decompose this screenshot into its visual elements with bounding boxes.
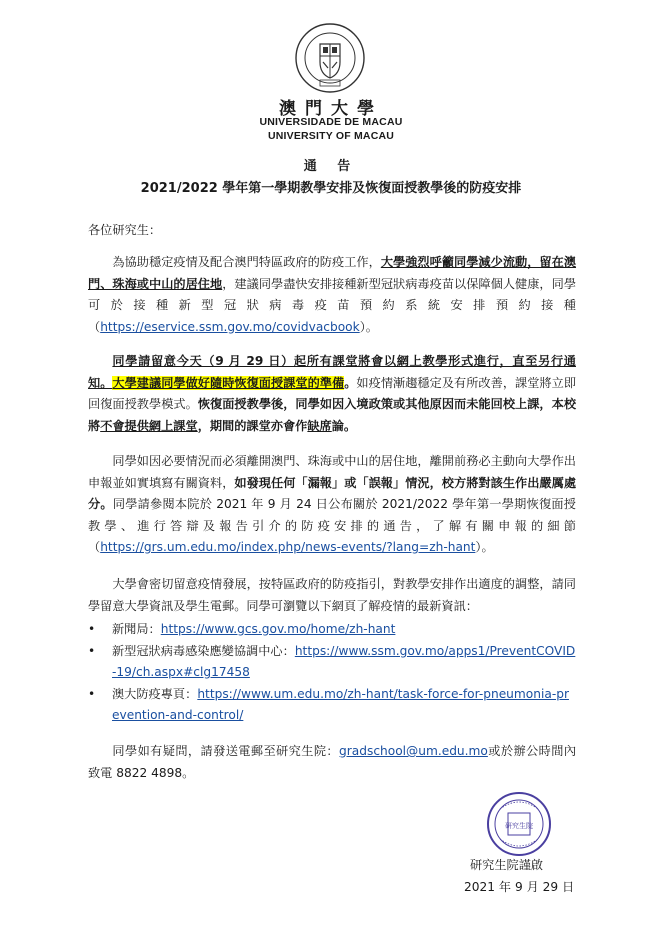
signature-block bbox=[464, 854, 575, 898]
p5-text-2: 或於辦公時間內致電 8822 4898。 bbox=[88, 744, 577, 780]
signature: 研究生院謹啟 bbox=[470, 858, 544, 872]
p1-text-1: 為協助穩定疫情及配合澳門特區政府的防疫工作， bbox=[112, 255, 381, 269]
p1-text-2: ，建議同學盡快安排接種新型冠狀病毒疫苗以保障個人健康，同學可於接種新型冠狀病毒疫苗預約系統安排預約接種（ bbox=[88, 276, 577, 334]
paragraph-5 bbox=[88, 741, 576, 784]
news-events-link[interactable]: https://grs.um.edu.mo/index.php/news-events/?lang=zh-hant bbox=[100, 540, 476, 554]
page-title: 2021/2022 學年第一學期教學安排及恢復面授教學後的防疫安排 bbox=[140, 181, 522, 196]
email-link[interactable]: gradschool@um.edu.mo bbox=[339, 744, 488, 758]
link-list bbox=[88, 619, 576, 727]
p2-bold-underline-2: 缺席 bbox=[307, 418, 332, 433]
p2-bold-underline-1: 不會提供網上課堂 bbox=[100, 418, 198, 433]
p2-bold-1: 同學請留意今天（9 月 29 日）起所有課堂將會以網上教學形式進行，直至另行通知。 bbox=[88, 354, 576, 390]
p1-text-3: ）。 bbox=[359, 319, 378, 334]
p3-text-1: 同學如因必要情況而必須離開澳門、珠海或中山的居住地，離開前務必主動向大學作出申報並如實填寫有關資料， bbox=[88, 454, 576, 490]
p5-text-1: 同學如有疑問，請發送電郵至研究生院： bbox=[112, 744, 340, 758]
p2-text-1: 如疫情漸趨穩定及有所改善，課堂將立即回復面授教學模式。 bbox=[88, 375, 577, 411]
list-item bbox=[88, 684, 576, 727]
svg-text:研究生院: 研究生院 bbox=[505, 822, 533, 830]
p3-text-3: ）。 bbox=[475, 540, 494, 554]
p3-text-2: 同學請參閱本院於 2021 年 9 月 24 日公布關於 2021/2022 學年第一學期恢復面授教學、進行答辯及報告引介的防疫安排的通告，了解有關申報的細節（ bbox=[88, 497, 576, 554]
p2-bold-5: 論。 bbox=[331, 418, 357, 433]
list-item bbox=[88, 641, 576, 684]
paragraph-1 bbox=[88, 252, 576, 338]
p2-bold-2: 。 bbox=[344, 375, 357, 390]
p2-highlight: 大學建議同學做好隨時恢復面授課堂的準備 bbox=[112, 375, 345, 390]
p2-bold-4: ，期間的課堂亦會作 bbox=[197, 418, 308, 433]
p3-bold-1: 如發現任何「漏報」或「誤報」情況，校方將對該生作出嚴厲處分。 bbox=[88, 475, 577, 511]
notice-label: 通 告 bbox=[303, 159, 359, 174]
link-label: 新聞局： bbox=[112, 622, 161, 636]
um-task-force-link[interactable]: https://www.um.edu.mo/zh-hant/task-force-for-pneumonia-prevention-and-control/ bbox=[112, 686, 569, 722]
p1-bold-underline: 大學強烈呼籲同學減少流動，留在澳門、珠海或中山的居住地 bbox=[88, 255, 577, 291]
paragraph-4 bbox=[88, 574, 576, 617]
link-label: 新型冠狀病毒感染應變協調中心： bbox=[112, 643, 295, 658]
list-item bbox=[88, 619, 576, 641]
university-name-english: UNIVERSITY OF MACAU bbox=[267, 130, 395, 142]
graduate-school-seal-icon bbox=[486, 791, 552, 857]
ssm-covid-link[interactable]: https://www.ssm.gov.mo/apps1/PreventCOVID-19/ch.aspx#clg17458 bbox=[112, 643, 576, 679]
university-name-chinese: 澳門大學 bbox=[279, 99, 383, 119]
p4-text: 大學會密切留意疫情發展，按特區政府的防疫指引，對教學安排作出適度的調整，請同學留意大學資訊及學生電郵。同學可瀏覽以下網頁了解疫情的最新資訊： bbox=[88, 577, 576, 613]
link-label: 澳大防疫專頁： bbox=[112, 686, 198, 701]
paragraph-2 bbox=[88, 351, 576, 437]
university-crest-icon bbox=[294, 22, 366, 94]
date: 2021 年 9 月 29 日 bbox=[464, 880, 575, 894]
university-name-portuguese: UNIVERSIDADE DE MACAU bbox=[259, 116, 403, 128]
vaccine-booking-link[interactable]: https://eservice.ssm.gov.mo/covidvacbook bbox=[100, 319, 360, 334]
paragraph-3 bbox=[88, 451, 576, 559]
p2-bold-3: 恢復面授教學後，同學如因入境政策或其他原因而未能回校上課，本校將 bbox=[88, 397, 577, 433]
greeting: 各位研究生： bbox=[88, 223, 162, 237]
gcs-link[interactable]: https://www.gcs.gov.mo/home/zh-hant bbox=[160, 622, 396, 636]
